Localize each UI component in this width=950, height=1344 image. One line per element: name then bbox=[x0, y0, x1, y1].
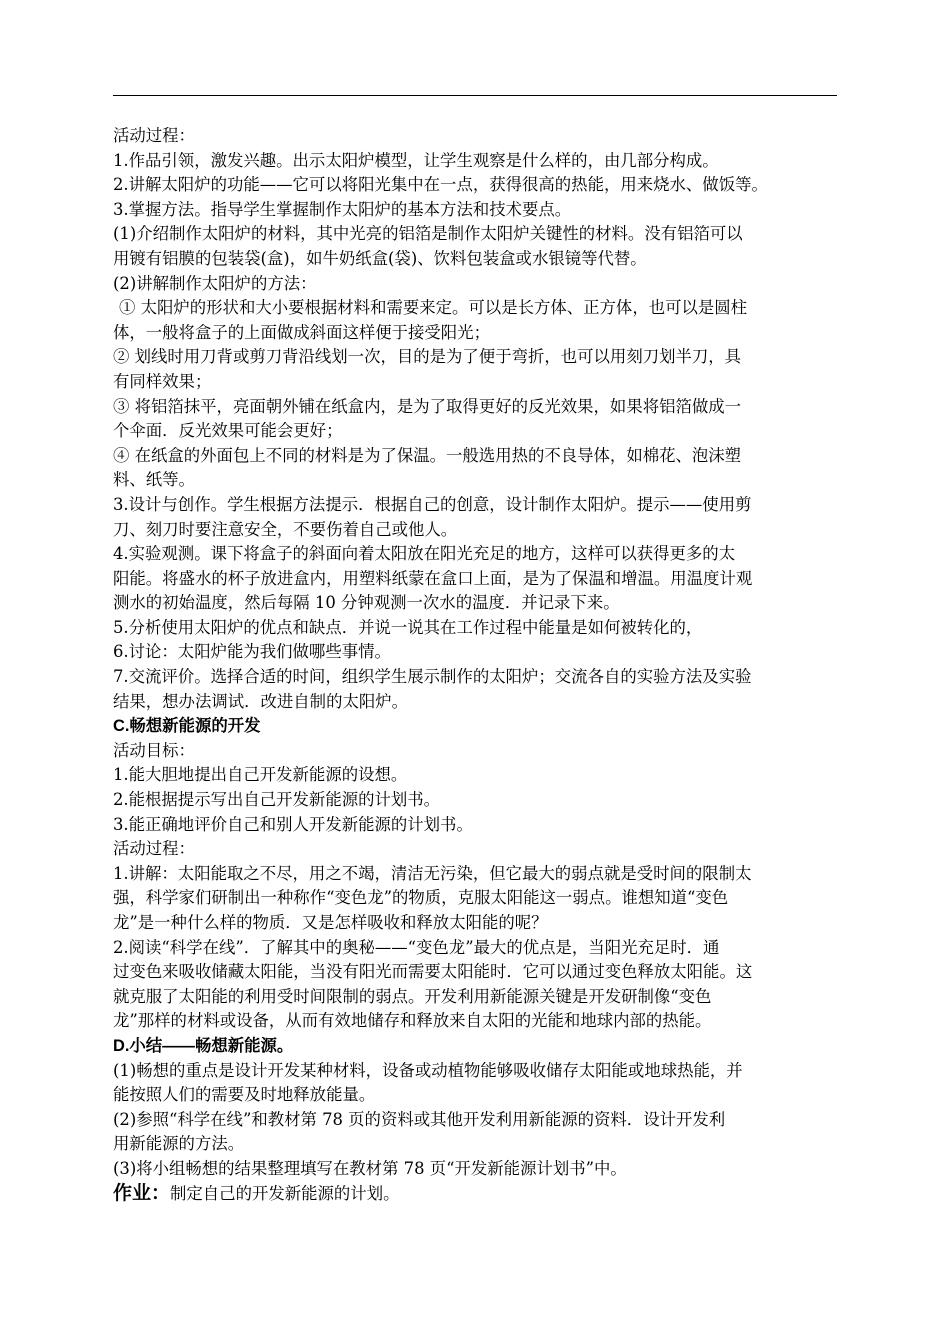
text-line: 料、纸等。 bbox=[113, 470, 195, 490]
header-rule bbox=[113, 95, 837, 96]
text-line: 1.作品引领，激发兴趣。出示太阳炉模型，让学生观察是什么样的，由几部分构成。 bbox=[113, 150, 719, 170]
text-line: ② 划线时用刀背或剪刀背沿线划一次，目的是为了便于弯折，也可以用刻刀划半刀，具 bbox=[113, 347, 742, 367]
text-line: 3.设计与创作。学生根据方法提示．根据自己的创意，设计制作太阳炉。提示——使用剪 bbox=[113, 494, 752, 514]
text-line: 2.能根据提示写出自己开发新能源的计划书。 bbox=[113, 790, 441, 810]
text-line: 龙”是一种什么样的物质．又是怎样吸收和释放太阳能的呢？ bbox=[113, 913, 548, 932]
text-line: 龙”那样的材料或设备，从而有效地储存和释放来自太阳的光能和地球内部的热能。 bbox=[113, 1011, 712, 1031]
text-line: 2.阅读“科学在线”．了解其中的奥秘——“变色龙”最大的优点是，当阳光充足时．通 bbox=[113, 937, 720, 957]
text-line: ① 太阳炉的形状和大小要根据材料和需要来定。可以是长方体、正方体，也可以是圆柱 bbox=[119, 298, 748, 318]
text-line: 1.能大胆地提出自己开发新能源的设想。 bbox=[113, 765, 408, 785]
section-heading-d: D.小结——畅想新能源。 bbox=[113, 1036, 294, 1055]
text-line: (1)介绍制作太阳炉的材料，其中光亮的铝箔是制作太阳炉关键性的材料。没有铝箔可以 bbox=[113, 224, 743, 244]
text-line: 个伞面．反光效果可能会更好； bbox=[113, 421, 343, 441]
text-line: 活动过程： bbox=[113, 126, 195, 145]
text-line: ③ 将铝箔抹平，亮面朝外铺在纸盒内，是为了取得更好的反光效果，如果将铝箔做成一 bbox=[113, 396, 742, 416]
text-line: 强，科学家们研制出一种称作“变色龙”的物质，克服太阳能这一弱点。谁想知道“变色 bbox=[113, 888, 729, 908]
text-line: (2)讲解制作太阳炉的方法： bbox=[113, 273, 317, 293]
text-line: 体，一般将盒子的上面做成斜面这样便于接受阳光； bbox=[113, 322, 490, 342]
homework-label: 作业： bbox=[113, 1182, 171, 1204]
text-line: (1)畅想的重点是设计开发某种材料，设备或动植物能够吸收储存太阳能或地球热能，并 bbox=[113, 1060, 743, 1080]
text-line: 活动目标： bbox=[113, 740, 195, 760]
text-line: 7.交流评价。选择合适的时间，组织学生展示制作的太阳炉；交流各自的实验方法及实验 bbox=[113, 667, 752, 687]
text-line: 1.讲解：太阳能取之不尽，用之不竭，清洁无污染，但它最大的弱点就是受时间的限制太 bbox=[113, 863, 752, 883]
text-line: 过变色来吸收储藏太阳能，当没有阳光而需要太阳能时．它可以通过变色释放太阳能。这 bbox=[113, 962, 753, 982]
homework-line bbox=[113, 1182, 845, 1207]
document-body bbox=[113, 124, 845, 1206]
text-line: (3)将小组畅想的结果整理填写在教材第 78 页“开发新能源计划书”中。 bbox=[113, 1158, 627, 1178]
text-line: 活动过程： bbox=[113, 839, 195, 859]
text-line: 结果，想办法调试．改进自制的太阳炉。 bbox=[113, 691, 409, 711]
text-line: 6.讨论：太阳炉能为我们做哪些事情。 bbox=[113, 642, 391, 662]
text-line: 用镀有铝膜的包装袋(盒)，如牛奶纸盒(袋)、饮料包装盒或水银镜等代替。 bbox=[113, 248, 647, 268]
text-line: 用新能源的方法。 bbox=[113, 1134, 245, 1154]
text-line: 就克服了太阳能的利用受时间限制的弱点。开发利用新能源关键是开发研制像“变色 bbox=[113, 986, 712, 1006]
section-heading-c: C.畅想新能源的开发 bbox=[113, 717, 261, 736]
text-line: 3.掌握方法。指导学生掌握制作太阳炉的基本方法和技术要点。 bbox=[113, 199, 572, 219]
text-line: 测水的初始温度，然后每隔 10 分钟观测一次水的温度．并记录下来。 bbox=[113, 593, 620, 613]
text-line: 有同样效果； bbox=[113, 371, 212, 391]
text-line: 能按照人们的需要及时地释放能量。 bbox=[113, 1085, 376, 1105]
text-line: 5.分析使用太阳炉的优点和缺点．并说一说其在工作过程中能量是如何被转化的， bbox=[113, 617, 703, 637]
homework-text: 制定自己的开发新能源的计划。 bbox=[170, 1183, 400, 1203]
text-line: 阳能。将盛水的杯子放进盒内，用塑料纸蒙在盒口上面，是为了保温和增温。用温度计观 bbox=[113, 568, 753, 588]
text-line: 3.能正确地评价自己和别人开发新能源的计划书。 bbox=[113, 814, 473, 834]
text-line: 4.实验观测。课下将盒子的斜面向着太阳放在阳光充足的地方，这样可以获得更多的太 bbox=[113, 544, 736, 564]
text-line: 刀、刻刀时要注意安全，不要伤着自己或他人。 bbox=[113, 519, 458, 539]
text-line: ④ 在纸盒的外面包上不同的材料是为了保温。一般选用热的不良导体，如棉花、泡沫塑 bbox=[113, 445, 742, 465]
text-line: (2)参照“科学在线”和教材第 78 页的资料或其他开发利用新能源的资料．设计开发利 bbox=[113, 1109, 726, 1129]
text-line: 2.讲解太阳炉的功能——它可以将阳光集中在一点，获得很高的热能，用来烧水、做饭等。 bbox=[113, 175, 768, 195]
